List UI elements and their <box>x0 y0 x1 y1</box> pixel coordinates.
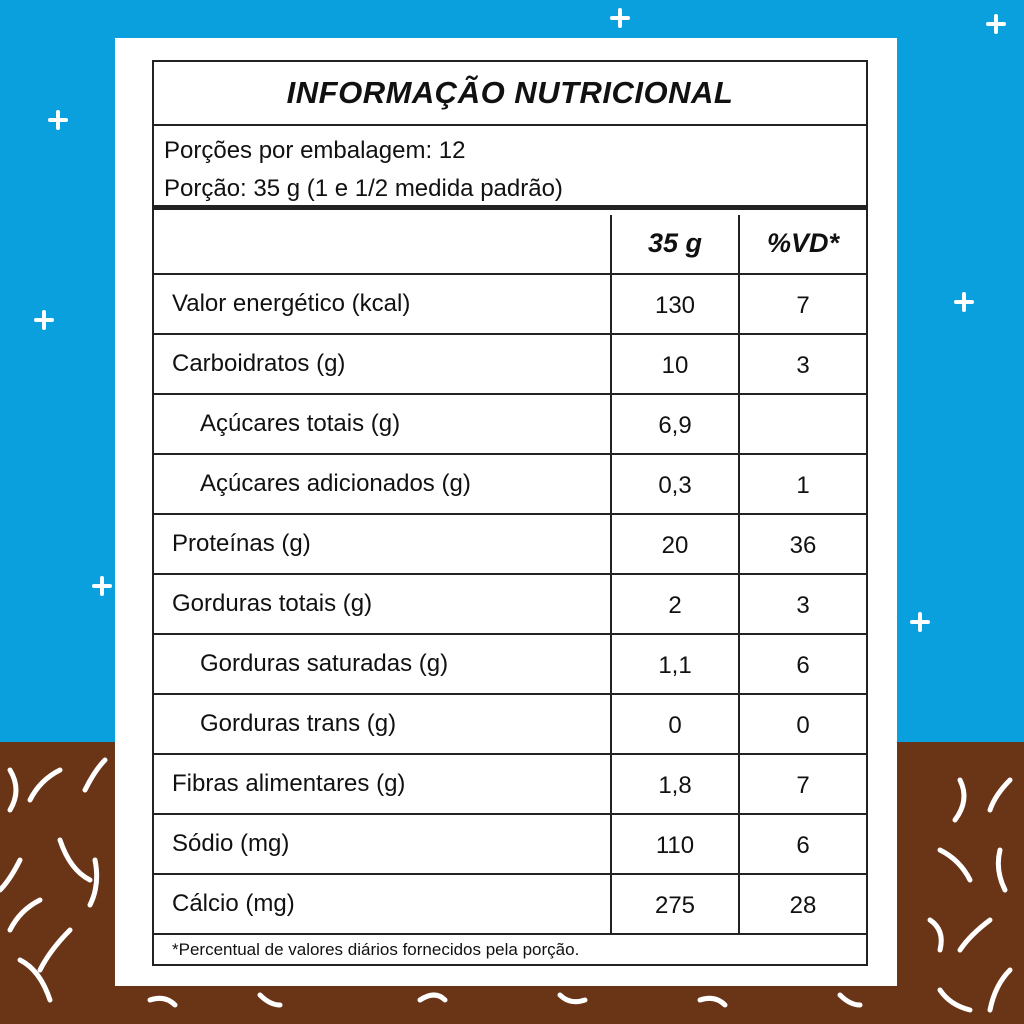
footnote: *Percentual de valores diários fornecidos pela porção. <box>172 940 580 959</box>
nutrient-name: Gorduras trans (g) <box>200 710 397 737</box>
sparkle-icon <box>36 312 52 328</box>
column-divider <box>610 215 612 933</box>
sparkle-icon <box>956 294 972 310</box>
nutrient-name: Carboidratos (g) <box>172 350 346 377</box>
nutrient-daily-value: 6 <box>796 652 810 679</box>
serving-info <box>154 124 866 210</box>
header-dv: %VD* <box>766 228 840 258</box>
table-row <box>154 335 866 395</box>
header-amount: 35 g <box>647 228 703 258</box>
sparkle-icon <box>50 112 66 128</box>
nutrient-daily-value: 7 <box>796 292 810 319</box>
nutrient-amount: 1,8 <box>658 772 692 799</box>
nutrient-name: Açúcares adicionados (g) <box>200 470 471 497</box>
nutrient-amount: 2 <box>668 592 682 619</box>
nutrient-daily-value: 3 <box>796 352 810 379</box>
nutrient-amount: 1,1 <box>658 652 692 679</box>
nutrient-amount: 20 <box>661 532 689 559</box>
sparkle-icon <box>988 16 1004 32</box>
nutrient-amount: 10 <box>661 352 689 379</box>
table-row <box>154 455 866 515</box>
nutrient-daily-value: 1 <box>796 472 810 499</box>
column-divider <box>738 215 740 933</box>
servings-per-package: Porções por embalagem: 12 <box>164 137 466 164</box>
table-title: INFORMAÇÃO NUTRICIONAL <box>154 62 866 126</box>
table-row <box>154 395 866 455</box>
table-row <box>154 695 866 755</box>
nutrition-table <box>152 60 868 966</box>
nutrient-daily-value: 6 <box>796 832 810 859</box>
nutrient-amount: 0,3 <box>658 472 692 499</box>
nutrient-daily-value: 36 <box>789 532 817 559</box>
table-row <box>154 815 866 875</box>
nutrient-amount: 130 <box>654 292 696 319</box>
nutrient-name: Sódio (mg) <box>172 830 290 857</box>
nutrient-amount: 110 <box>655 832 695 859</box>
table-row <box>154 575 866 635</box>
sparkle-icon <box>94 578 110 594</box>
table-row <box>154 275 866 335</box>
nutrient-amount: 0 <box>668 712 682 739</box>
sparkle-icon <box>912 614 928 630</box>
nutrient-name: Cálcio (mg) <box>172 890 295 917</box>
nutrient-name: Valor energético (kcal) <box>172 290 411 317</box>
table-row <box>154 515 866 575</box>
portion-size: Porção: 35 g (1 e 1/2 medida padrão) <box>164 175 563 202</box>
nutrient-daily-value <box>740 395 866 453</box>
table-header-row <box>154 215 866 275</box>
nutrient-name: Gorduras totais (g) <box>172 590 373 617</box>
table-row <box>154 755 866 815</box>
nutrient-daily-value: 0 <box>796 712 810 739</box>
nutrient-daily-value: 28 <box>789 892 817 919</box>
sparkle-icon <box>612 10 628 26</box>
nutrient-amount: 6,9 <box>658 412 692 439</box>
table-row <box>154 635 866 695</box>
nutrient-name: Açúcares totais (g) <box>200 410 401 437</box>
nutrient-name: Fibras alimentares (g) <box>172 770 406 797</box>
nutrient-daily-value: 7 <box>796 772 810 799</box>
table-row <box>154 875 866 935</box>
nutrient-name: Proteínas (g) <box>172 530 311 557</box>
nutrient-daily-value: 3 <box>796 592 810 619</box>
nutrient-amount: 275 <box>654 892 696 919</box>
nutrient-name: Gorduras saturadas (g) <box>200 650 449 677</box>
